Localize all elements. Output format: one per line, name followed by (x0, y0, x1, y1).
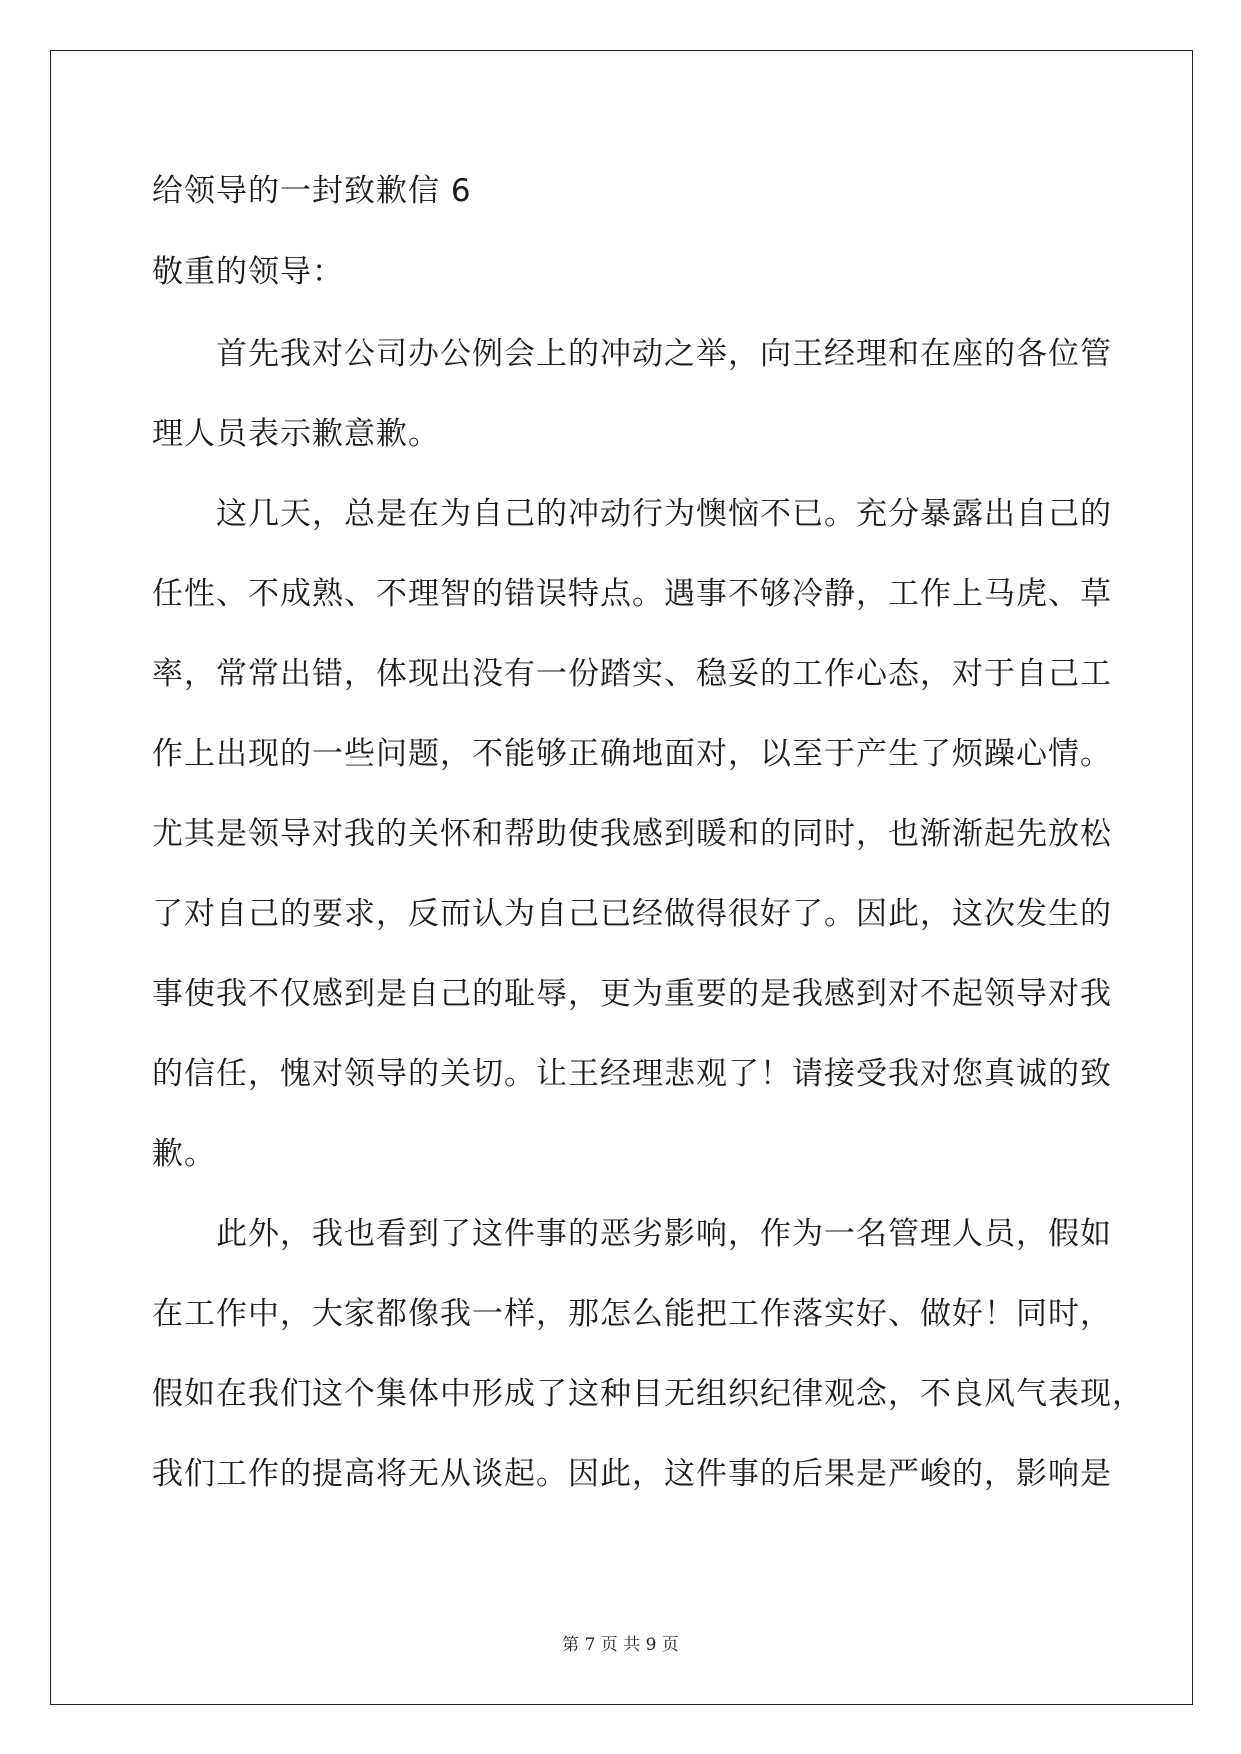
paragraph-line: 此外，我也看到了这件事的恶劣影响，作为一名管理人员，假如 (216, 1216, 1112, 1252)
salutation: 敬重的领导： (152, 254, 344, 290)
paragraph-line: 尤其是领导对我的关怀和帮助使我感到暖和的同时，也渐渐起先放松 (152, 816, 1112, 852)
document-title: 给领导的一封致歉信 6 (152, 173, 472, 209)
paragraph-line: 任性、不成熟、不理智的错误特点。遇事不够冷静，工作上马虎、草 (152, 576, 1112, 612)
paragraph-line: 了对自己的要求，反而认为自己已经做得很好了。因此，这次发生的 (152, 896, 1112, 932)
paragraph-line: 作上出现的一些问题，不能够正确地面对，以至于产生了烦躁心情。 (152, 736, 1112, 772)
paragraph-line: 理人员表示歉意歉。 (152, 416, 440, 452)
paragraph-line: 歉。 (152, 1136, 216, 1172)
paragraph-line: 首先我对公司办公例会上的冲动之举，向王经理和在座的各位管 (216, 336, 1112, 372)
paragraph-line: 我们工作的提高将无从谈起。因此，这件事的后果是严峻的，影响是 (152, 1456, 1112, 1492)
paragraph-line: 的信任，愧对领导的关切。让王经理悲观了！请接受我对您真诚的致 (152, 1056, 1112, 1092)
paragraph-line: 事使我不仅感到是自己的耻辱，更为重要的是我感到对不起领导对我 (152, 976, 1112, 1012)
paragraph-line: 率，常常出错，体现出没有一份踏实、稳妥的工作心态，对于自己工 (152, 656, 1112, 692)
paragraph-line: 这几天，总是在为自己的冲动行为懊恼不已。充分暴露出自己的 (216, 496, 1112, 532)
paragraph-line: 在工作中，大家都像我一样，那怎么能把工作落实好、做好！同时， (152, 1296, 1112, 1332)
page-number-footer: 第 7 页 共 9 页 (562, 1635, 679, 1655)
paragraph-line: 假如在我们这个集体中形成了这种目无组织纪律观念，不良风气表现， (152, 1376, 1144, 1412)
